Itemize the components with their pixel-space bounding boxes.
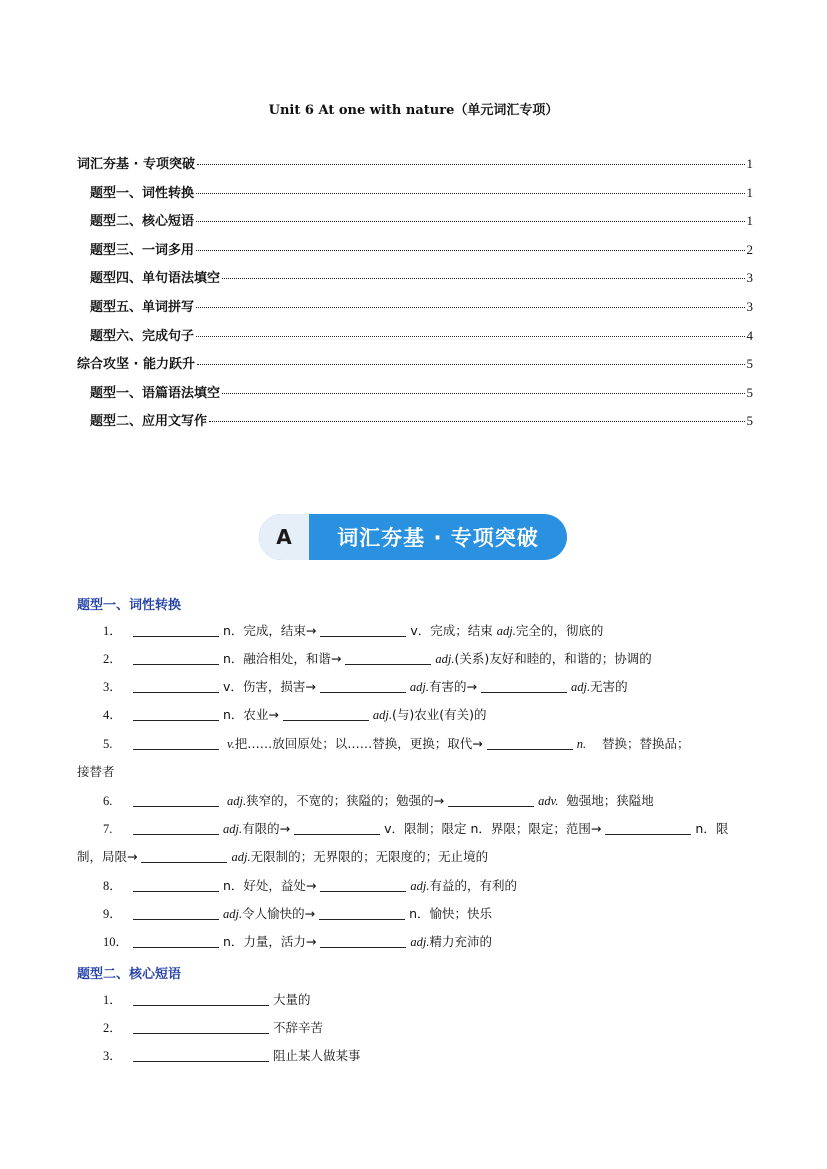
toc-leader	[196, 307, 744, 308]
toc-leader	[196, 193, 744, 194]
answer-blank[interactable]	[133, 622, 219, 637]
section-heading: 题型一、词性转换	[77, 598, 182, 613]
toc-label: 题型二、核心短语	[90, 214, 195, 230]
answer-blank[interactable]	[133, 792, 219, 807]
list-item: 8． n．好处，益处→ adj.有益的，有利的	[103, 878, 518, 893]
answer-blank[interactable]	[133, 820, 219, 835]
list-item: 6. adj.狭窄的，不宽的；狭隘的；勉强的→ adv. 勉强地；狭隘地	[103, 793, 654, 808]
table-of-contents	[77, 153, 753, 439]
list-item: 10． n．力量，活力→ adj.精力充沛的	[103, 934, 493, 949]
toc-label: 题型六、完成句子	[90, 328, 195, 344]
toc-row[interactable]	[77, 210, 753, 239]
toc-leader	[196, 336, 744, 337]
toc-row[interactable]	[77, 239, 753, 268]
answer-blank[interactable]	[133, 991, 269, 1006]
answer-blank[interactable]	[133, 735, 219, 750]
answer-blank[interactable]	[345, 650, 431, 665]
list-item: 5. v.把……放回原处；以……替换，更换；取代→ n. 替换；替换品； 接替者	[77, 736, 690, 779]
answer-blank[interactable]	[133, 905, 219, 920]
list-item: 3． 阻止某人做某事	[103, 1048, 361, 1063]
answer-blank[interactable]	[448, 792, 534, 807]
answer-blank[interactable]	[133, 877, 219, 892]
toc-row[interactable]	[77, 296, 753, 325]
toc-page: 5	[746, 356, 753, 372]
toc-leader	[197, 364, 745, 365]
toc-page: 3	[746, 298, 753, 314]
toc-leader	[196, 250, 744, 251]
toc-row[interactable]	[77, 182, 753, 211]
banner-letter: A	[259, 514, 309, 560]
list-item: 3． v．伤害，损害→ adj.有害的→ adj.无害的	[103, 679, 628, 694]
answer-blank[interactable]	[320, 678, 406, 693]
section-heading: 题型二、核心短语	[77, 967, 182, 982]
toc-leader	[197, 164, 745, 165]
toc-row[interactable]	[77, 353, 753, 382]
toc-label: 综合攻坚 · 能力跃升	[77, 357, 195, 373]
answer-blank[interactable]	[481, 678, 567, 693]
toc-page: 1	[746, 156, 753, 171]
list-item: 2． 不辞辛苦	[103, 1020, 324, 1035]
answer-blank[interactable]	[320, 933, 406, 948]
toc-row[interactable]	[77, 382, 753, 411]
answer-blank[interactable]	[133, 706, 219, 721]
toc-label: 题型四、单句语法填空	[90, 271, 221, 287]
toc-page: 5	[746, 384, 753, 400]
document-title: Unit 6 At one with nature（单元词汇专项）	[268, 103, 559, 118]
toc-row[interactable]	[77, 153, 753, 182]
answer-blank[interactable]	[133, 933, 219, 948]
toc-row[interactable]	[77, 410, 753, 439]
toc-page: 2	[746, 241, 753, 257]
answer-blank[interactable]	[319, 905, 405, 920]
toc-row[interactable]	[77, 325, 753, 354]
answer-blank[interactable]	[141, 848, 227, 863]
toc-page: 3	[746, 270, 753, 286]
toc-leader	[222, 393, 744, 394]
toc-label: 题型三、一词多用	[90, 242, 195, 258]
answer-blank[interactable]	[487, 735, 573, 750]
section-banner	[259, 514, 567, 560]
toc-row[interactable]	[77, 267, 753, 296]
toc-leader	[209, 421, 744, 422]
toc-leader	[222, 278, 744, 279]
toc-label: 题型五、单词拼写	[90, 299, 195, 315]
list-item: 1． 大量的	[103, 992, 311, 1007]
banner-text: 词汇夯基 · 专项突破	[337, 526, 539, 550]
answer-blank[interactable]	[294, 820, 380, 835]
answer-blank[interactable]	[605, 820, 691, 835]
list-item: 1． n．完成，结束→ v．完成；结束 adj.完全的，彻底的	[103, 623, 604, 638]
toc-label: 题型一、词性转换	[90, 185, 195, 201]
answer-blank[interactable]	[320, 877, 406, 892]
answer-blank[interactable]	[133, 650, 219, 665]
answer-blank[interactable]	[320, 622, 406, 637]
answer-blank[interactable]	[283, 706, 369, 721]
list-item: 2． n．融洽相处，和谐→ adj.(关系)友好和睦的，和谐的；协调的	[103, 651, 652, 666]
toc-page: 4	[746, 327, 753, 343]
toc-label: 题型一、语篇语法填空	[90, 385, 221, 401]
answer-blank[interactable]	[133, 678, 219, 693]
toc-page: 1	[746, 213, 753, 229]
list-item: 9． adj.令人愉快的→ n．愉快；快乐	[103, 906, 493, 921]
list-item: 7. adj.有限的→ v．限制；限定 n．界限；限定；范围→ n．限 制，局限→ adj.无限制的；无界限的；无限度的；无止境的	[77, 821, 729, 864]
toc-label: 题型二、应用文写作	[90, 414, 208, 430]
toc-page: 1	[746, 184, 753, 200]
toc-leader	[196, 221, 744, 222]
toc-page: 5	[746, 413, 753, 429]
toc-label: 词汇夯基 · 专项突破	[77, 157, 195, 172]
answer-blank[interactable]	[133, 1019, 269, 1034]
answer-blank[interactable]	[133, 1047, 269, 1062]
list-item: 4． n．农业→ adj.(与)农业(有关)的	[103, 707, 487, 722]
